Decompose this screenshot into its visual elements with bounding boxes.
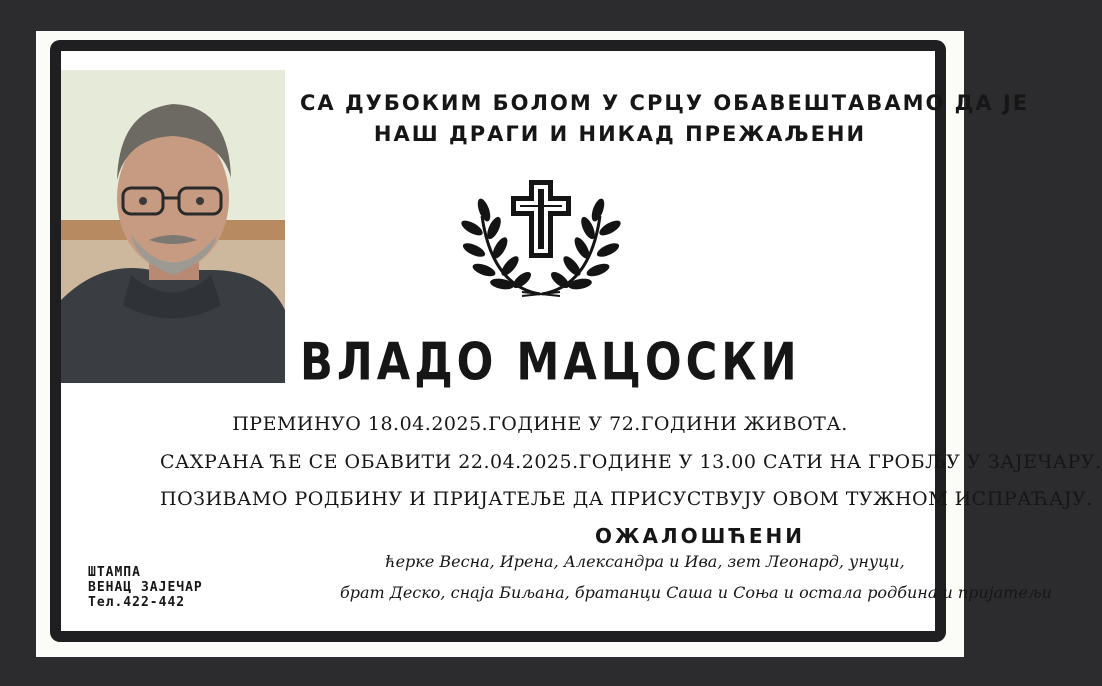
portrait-photo: [61, 70, 285, 383]
intro-line-1: СА ДУБОКИМ БОЛОМ У СРЦУ ОБАВЕШТАВАМО ДА ЈЕ: [300, 91, 1030, 115]
mourners-line-2: брат Деско, снаја Биљана, братанци Саша и Соња и остала родбина и пријатељи: [340, 583, 1052, 602]
intro-text: [300, 88, 1030, 150]
deceased-name: ВЛАДО МАЦОСКИ: [300, 331, 801, 393]
printer-imprint: [88, 565, 203, 610]
printer-line-2: ВЕНАЦ ЗАЈЕЧАР: [88, 580, 203, 595]
funeral-info-line: САХРАНА ЋЕ СЕ ОБАВИТИ 22.04.2025.ГОДИНЕ У 13.00 САТИ НА ГРОБЉУ У ЗАЈЕЧАРУ.: [160, 451, 1102, 473]
printer-line-1: ШТАМПА: [88, 565, 141, 580]
invitation-line: ПОЗИВАМО РОДБИНУ И ПРИЈАТЕЉЕ ДА ПРИСУСТВУЈУ ОВОМ ТУЖНОМ ИСПРАЋАЈУ.: [160, 488, 1093, 510]
mourners-heading: ОЖАЛОШЋЕНИ: [595, 524, 805, 548]
death-date-line: ПРЕМИНУО 18.04.2025.ГОДИНЕ У 72.ГОДИНИ ЖИВОТА.: [232, 413, 848, 435]
printer-line-3: Тел.422-442: [88, 595, 186, 610]
intro-line-2: НАШ ДРАГИ И НИКАД ПРЕЖАЉЕНИ: [373, 122, 867, 146]
cross-with-laurel-wreath-icon: [462, 176, 620, 300]
mourners-line-1: ћерке Весна, Ирена, Александра и Ива, зет Леонард, унуци,: [385, 552, 905, 571]
